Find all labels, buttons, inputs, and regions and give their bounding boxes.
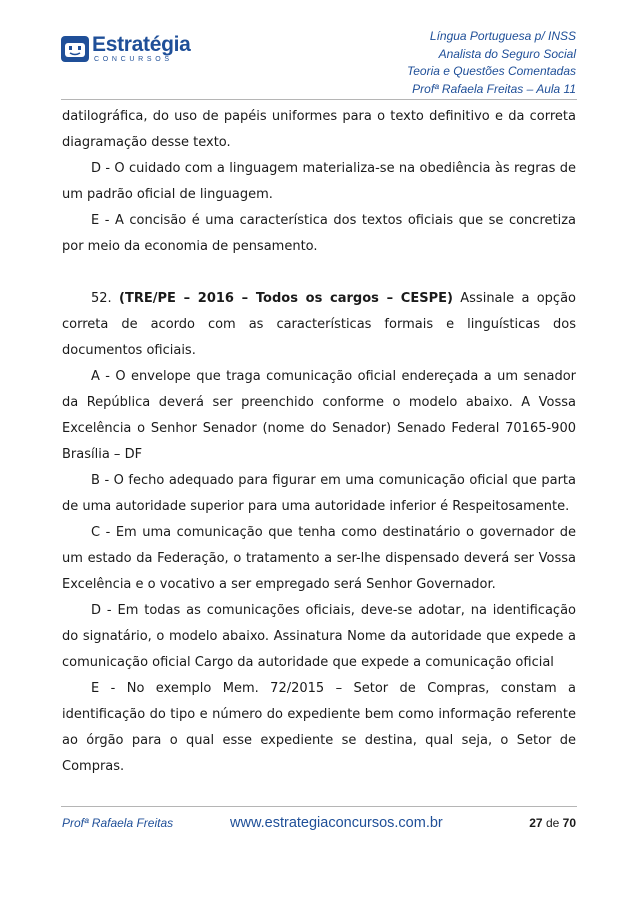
page-footer <box>62 813 576 833</box>
footer-website-link[interactable]: www.estrategiaconcursos.com.br <box>230 815 443 831</box>
option-c: C - Em uma comunicação que tenha como destinatário o governador de um estado da Federação, o tratamento a ser-lhe dispensado deverá ser Vossa Excelência e o vocativo a ser empregado será Senhor Governador. <box>62 525 576 592</box>
logo-face-icon <box>61 36 89 62</box>
page-number <box>529 813 576 833</box>
option-d: D - Em todas as comunicações oficiais, deve-se adotar, na identificação do signatário, o modelo abaixo. Assinatura Nome da autoridade que expede a comunicação oficial Cargo da autoridade que expede a comunicação oficial <box>62 603 576 670</box>
option-d-previous: D - O cuidado com a linguagem materializa-se na obediência às regras de um padrão oficial de linguagem. <box>62 161 576 202</box>
header-course: Língua Portuguesa p/ INSS <box>429 29 576 43</box>
logo-subtitle: CONCURSOS <box>94 56 173 63</box>
option-a: A - O envelope que traga comunicação oficial endereçada a um senador da República deverá ser preenchido conforme o modelo abaixo. A Vossa Excelência o Senhor Senador (nome do Senador) Senado Federal 70165-900 <box>62 369 576 436</box>
header-info <box>407 28 576 98</box>
paragraph-continuation: datilográfica, do uso de papéis uniformes para o texto definitivo e da correta diagramação desse texto. <box>62 109 576 150</box>
total-pages: 70 <box>562 816 576 830</box>
question-text: Assinale a opção correta de acordo com as características formais e linguísticas dos documentos oficiais. <box>62 291 577 358</box>
page-of-label: de <box>545 816 560 830</box>
option-e-previous: E - A concisão é uma característica dos textos oficiais que se concretiza por meio da economia de pensamento. <box>62 213 576 254</box>
header-position: Analista do Seguro Social <box>438 46 576 61</box>
header-lesson: Profª Rafaela Freitas – Aula 11 <box>412 81 576 96</box>
footer-divider <box>61 806 577 807</box>
question-52 <box>62 286 576 364</box>
option-b: B - O fecho adequado para figurar em uma comunicação oficial que parta de uma autoridade superior para uma autoridade inferior é Respeitosamente. <box>62 473 576 514</box>
paragraph-gap <box>62 260 576 286</box>
logo-brand: Estratégia <box>92 33 191 56</box>
header-divider <box>61 99 577 100</box>
question-number: 52. <box>91 291 112 306</box>
footer-author: Profª Rafaela Freitas <box>62 816 174 830</box>
question-source: (TRE/PE – 2016 – Todos os cargos – CESPE) <box>119 291 453 306</box>
header-material: Teoria e Questões Comentadas <box>407 64 576 78</box>
page-content <box>62 104 576 780</box>
option-e: E - No exemplo Mem. 72/2015 – Setor de Compras, constam a identificação do tipo e número do expediente bem como informação referente ao órgão para o qual esse expediente se destina, qual seja, o Setor de Compras. <box>62 681 576 774</box>
current-page: 27 <box>529 816 543 830</box>
estrategia-logo <box>61 33 196 67</box>
option-a-address: Brasília – DF <box>62 447 143 462</box>
